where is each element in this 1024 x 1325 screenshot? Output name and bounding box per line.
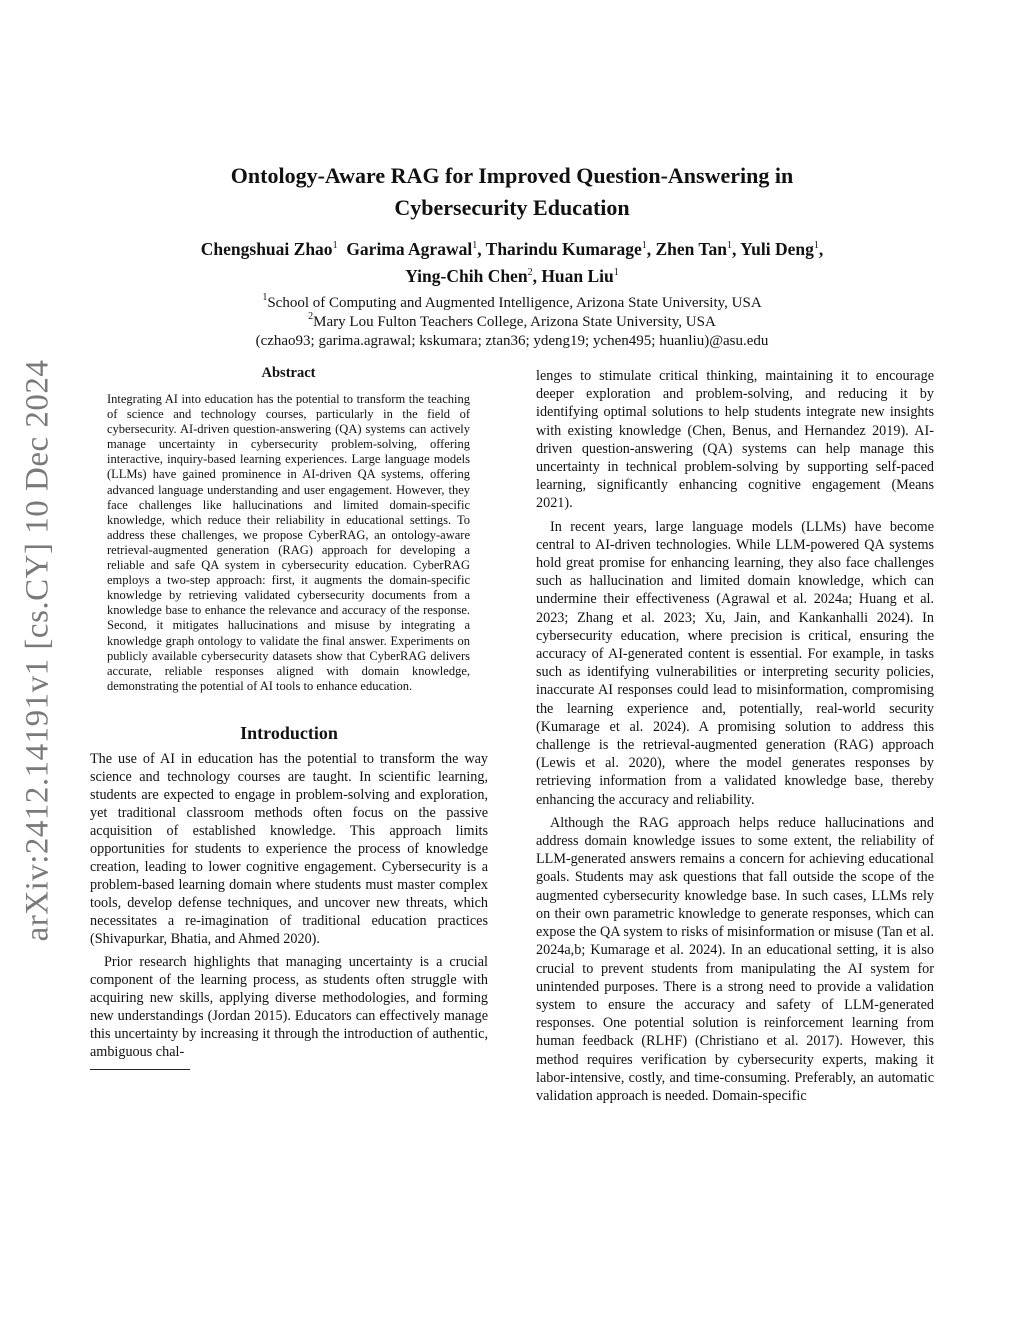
introduction-heading: Introduction [240,722,338,743]
author-line-2: Ying-Chih Chen$^2$, Huan Liu$^1$ [405,266,619,286]
affiliation-mark: 1 [472,240,478,251]
abstract-text: Integrating AI into education has the potential to transform the teaching of science and technology courses, particularly in the field of cybersecurity. AI-driven question-answering (QA) systems can actively manage uncertainty in cybersecurity problem-solving, offering interactive, inquiry-based learning experiences. Large language models (LLMs) have gained prominence in AI-driven QA systems, offering advanced language understanding and user engagement. However, they face challenges like hallucinations and limited domain-specific knowledge, which reduce their reliability in educational settings. To address these challenges, we propose CyberRAG, an ontology-aware retrieval-augmented generation (RAG) approach for developing a reliable and safe QA system in cybersecurity education. CyberRAG employs a two-step approach: first, it augments the domain-specific knowledge by retrieving validated cybersecurity documents from a knowledge base to enhance the relevance and accuracy of the response. Second, it mitigates hallucinations and misuse by integrating a knowledge graph ontology to validate the final answer. Experiments on publicly available cybersecurity datasets show that CyberRAG delivers accurate, reliable responses aligned with domain knowledge, demonstrating the potential of AI tools to enhance education. [107,392,470,693]
affiliation-text: School of Computing and Augmented Intelligence, Arizona State University, USA [267,295,762,311]
affiliation-mark: 1 [726,240,732,251]
intro-paragraph-4: Although the RAG approach helps reduce hallucinations and address domain knowledge issues to some extent, the reliability of LLM-generated answers remains a concern for achieving educational goals. Students may ask questions that fall outside the scope of the augmented cybersecurity knowledge base. In such cases, LLMs rely on their own parametric knowledge to generate responses, which can expose the QA system to risks of misinformation or misuse (Tan et al. 2024a,b; Kumarage et al. 2024). In an educational setting, it is also crucial to prevent students from manipulating the AI system for unintended purposes. There is a strong need to provide a validation system to ensure the accuracy and safety of LLM-generated responses. One potential solution is reinforcement learning from human feedback (RLHF) (Christiano et al. 2017). However, this method requires verification by cybersecurity experts, making it labor-intensive, costly, and time-consuming. Preferably, an automatic validation approach is needed. Domain-specific [536,814,934,1104]
title-line-1: Ontology-Aware RAG for Improved Question-Answering in [230,163,794,188]
author-name: Chengshuai Zhao [200,239,333,259]
author-line-1: Chengshuai Zhao$^1$ Garima Agrawal$^1$, Tharindu Kumarage$^1$, Zhen Tan$^1$, Yuli Deng$^1$, [200,239,824,259]
author-name: Huan Liu [541,266,614,286]
paper-title [120,160,904,224]
arxiv-identifier-stamp [8,350,68,950]
left-column [90,363,488,1070]
affiliation-mark: 1 [262,292,268,303]
author-name: Zhen Tan [655,239,727,259]
intro-paragraph-2-continued: lenges to stimulate critical thinking, maintaining it to encourage deeper exploration and problem-solving, and reducing it by identifying optimal solutions to help students integrate new insights with existing knowledge (Chen, Benus, and Hernandez 2019). AI-driven question-answering (QA) systems can help manage this uncertainty in technical problem-solving by supporting self-paced learning, significantly enhancing cognitive engagement (Means 2021). [536,368,934,512]
affiliation-mark: 1 [613,267,619,278]
arxiv-id-text: arXiv:2412.14191v1 [cs.CY] 10 Dec 2024 [19,359,56,941]
affiliation-block [120,294,904,351]
affiliation-text: Mary Lou Fulton Teachers College, Arizona State University, USA [313,314,716,330]
affiliation-2 [120,313,904,332]
affiliation-mark: 2 [527,267,533,278]
affiliation-mark: 1 [813,240,819,251]
affiliation-mark: 2 [308,311,314,322]
right-column [536,367,934,1105]
intro-paragraph-1: The use of AI in education has the potential to transform the way science and technology courses are taught. In scientific learning, students are expected to engage in problem-solving and exploration, yet traditional classroom methods often focus on the passive acquisition of established knowledge. This approach limits opportunities for students to experience the process of knowledge creation, leading to lower cognitive engagement. Cybersecurity is a problem-based learning domain where students must master complex tools, develop defense techniques, and uncover new threats, which necessitates a re-imagination of traditional education practices (Shivapurkar, Bhatia, and Ahmed 2020). [90,750,488,947]
author-name: Ying-Chih Chen [405,266,528,286]
intro-paragraph-2-start: Prior research highlights that managing uncertainty is a crucial component of the learning process, as students often struggle with acquiring new skills, applying diverse methodologies, and forming new understandings (Jordan 2015). Educators can effectively manage this uncertainty by increasing it through the introduction of authentic, ambiguous chal- [90,953,488,1060]
abstract-heading: Abstract [261,365,316,381]
author-emails: (czhao93; garima.agrawal; kskumara; ztan36; ydeng19; ychen495; huanliu)@asu.edu [255,333,769,349]
title-line-2: Cybersecurity Education [394,195,630,220]
paper-header [120,160,904,351]
affiliation-mark: 1 [641,240,647,251]
footnote-rule [90,1069,190,1070]
author-name: Yuli Deng [740,239,814,259]
affiliation-mark: 1 [332,240,338,251]
author-name: Tharindu Kumarage [485,239,642,259]
intro-paragraph-3: In recent years, large language models (LLMs) have become central to AI-driven technologies. While LLM-powered QA systems hold great promise for enhancing learning, they also face challenges such as hallucination and limited domain knowledge, which can undermine their effectiveness (Agrawal et al. 2024a; Huang et al. 2023; Zhang et al. 2023; Xu, Jain, and Kankanhalli 2024). In cybersecurity education, where precision is critical, ensuring the accuracy of AI-generated content is essential. For example, in tasks such as identifying vulnerabilities or interpreting security policies, inaccurate AI responses could lead to misinformation, compromising the learning experience and, potentially, real-world security (Kumarage et al. 2024). A promising solution to address this challenge is the retrieval-augmented generation (RAG) approach (Lewis et al. 2020), where the model generates responses by retrieving information from a validated knowledge base, thereby enhancing the accuracy and reliability. [536,518,934,808]
author-list [120,236,904,290]
author-name: Garima Agrawal [346,239,473,259]
affiliation-1 [120,294,904,313]
abstract-section [90,363,488,694]
